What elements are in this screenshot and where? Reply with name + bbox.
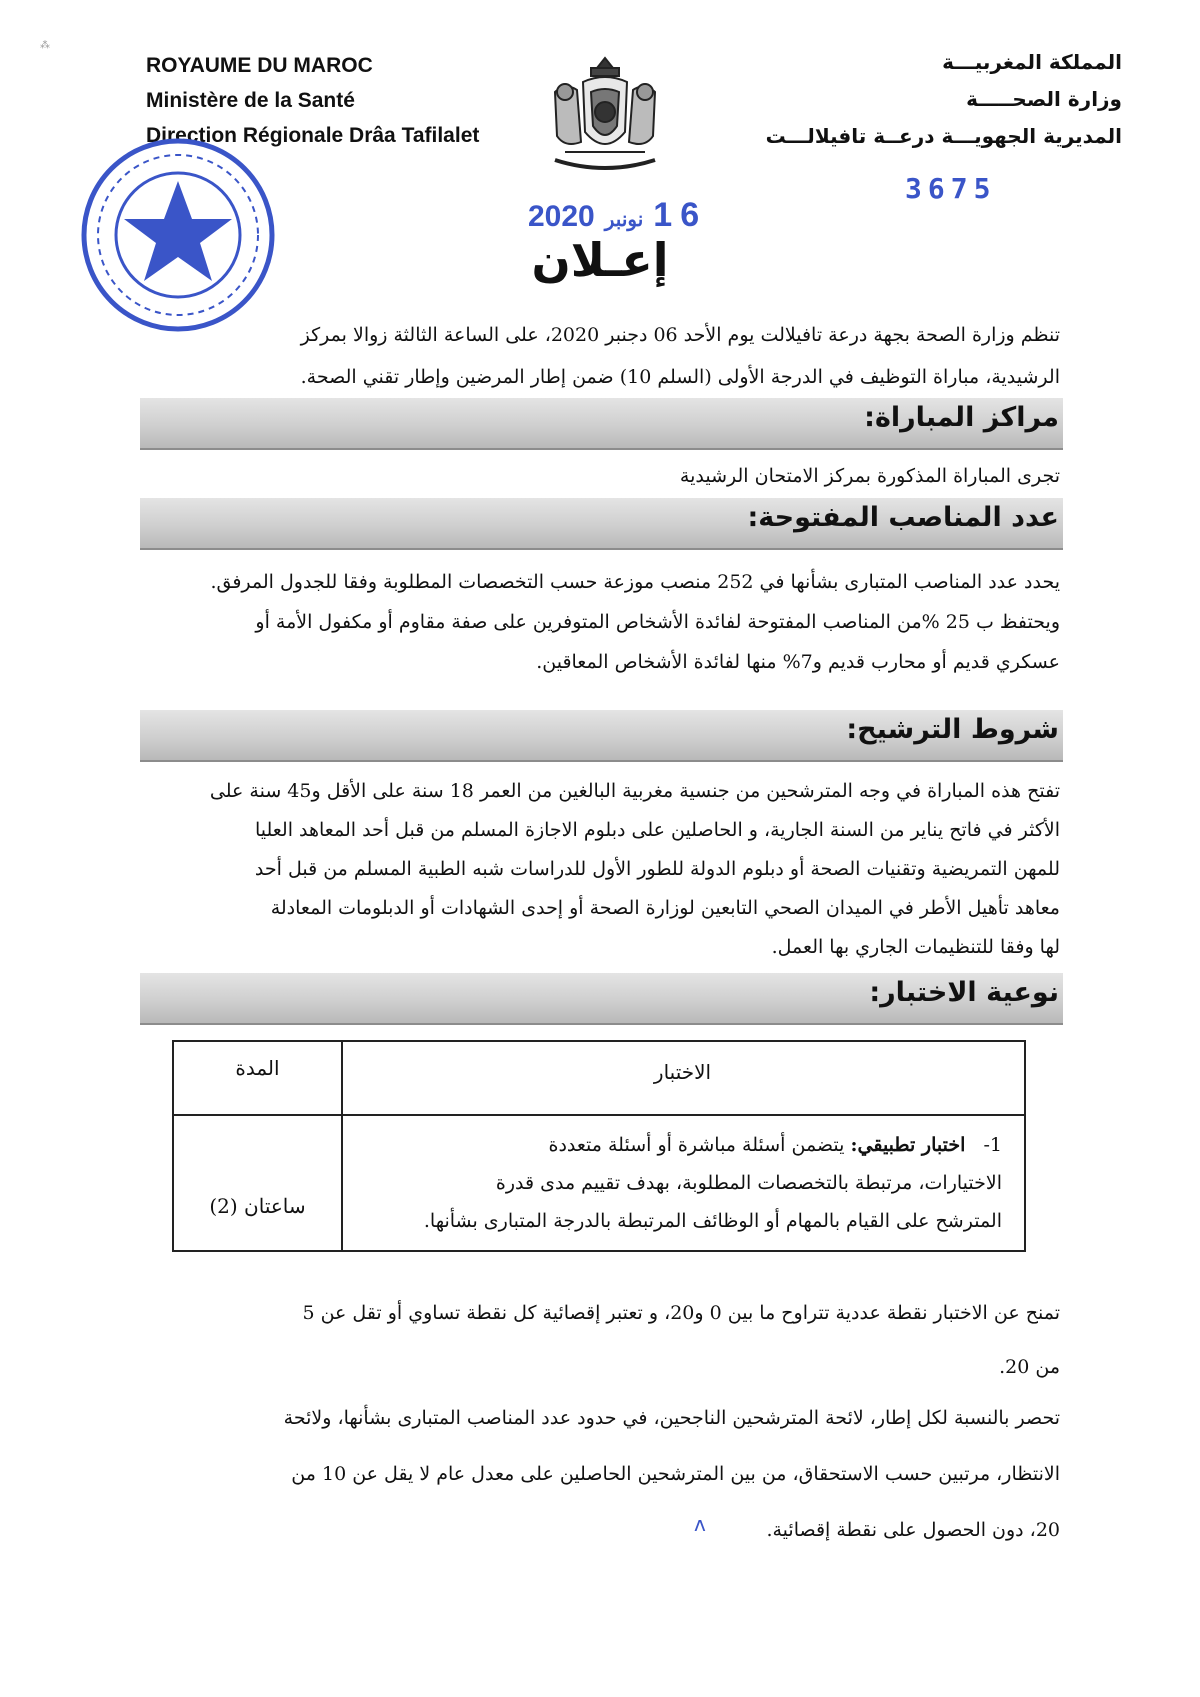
conditions-paragraph [140, 772, 1060, 967]
ink-mark: ʌ [694, 1512, 706, 1536]
section-heading: مراكز المباراة: [864, 402, 1059, 433]
scan-mark: ⁂ [40, 40, 50, 51]
reference-number: 3675 [905, 172, 997, 205]
grading-line: تمنح عن الاختبار نقطة عددية تتراوح ما بين 0 و20، و تعتبر إقصائية كل نقطة تساوي أو تقل عن 5 [302, 1302, 1060, 1324]
results-line: الانتظار، مرتبين حسب الاستحقاق، من بين المترشحين الحاصلين على معدل عام لا يقل عن 10 من [291, 1463, 1060, 1485]
table-header-test: الاختبار [653, 1060, 712, 1084]
section-heading: نوعية الاختبار: [869, 977, 1059, 1008]
centers-text [140, 459, 1060, 493]
date-year: 2020 [528, 200, 595, 233]
header-arabic [702, 44, 1122, 155]
header-ar-direction: المديرية الجهويـــة درعــة تافيلالـــت [765, 124, 1122, 148]
results-paragraph [140, 1390, 1060, 1558]
table-header-duration: المدة [235, 1056, 280, 1080]
header-ar-ministry: وزارة الصحـــــة [966, 87, 1122, 111]
conditions-line: للمهن التمريضية وتقنيات الصحة أو دبلوم الدولة للطور الأول للدراسات شبه الطبية المسلم من قبل أحد [254, 858, 1060, 880]
section-heading: عدد المناصب المفتوحة: [747, 502, 1059, 533]
grading-line: من 20. [999, 1356, 1060, 1378]
intro-line: تنظم وزارة الصحة بجهة درعة تافيلالت يوم الأحد 06 دجنبر 2020، على الساعة الثالثة زوالا بمركز [300, 324, 1060, 346]
coat-of-arms-icon [535, 52, 675, 182]
positions-line: يحدد عدد المناصب المتبارى بشأنها في 252 منصب موزعة حسب التخصصات المطلوبة وفقا للجدول المرفق. [210, 571, 1060, 593]
section-header-test-type [140, 973, 1063, 1025]
section-header-centers [140, 398, 1063, 450]
table-cell-line: المترشح على القيام بالمهام أو الوظائف المرتبطة بالدرجة المتبارى بشأنها. [423, 1210, 1002, 1232]
positions-line: ويحتفظ ب 25 %من المناصب المفتوحة لفائدة الأشخاص المتوفرين على صفة مقاوم أو مكفول الأمة أو [255, 611, 1060, 633]
intro-paragraph [140, 314, 1060, 398]
positions-line: عسكري قديم أو محارب قديم و7% منها لفائدة الأشخاص المعاقين. [536, 651, 1060, 673]
results-line: 20، دون الحصول على نقطة إقصائية. [766, 1519, 1060, 1541]
section-heading: شروط الترشيح: [846, 714, 1059, 745]
intro-line: الرشيدية، مباراة التوظيف في الدرجة الأولى (السلم 10) ضمن إطار المرضين وإطار تقني الصحة. [300, 366, 1060, 388]
section-header-positions [140, 498, 1063, 550]
row-label: اختبار تطبيقي: [850, 1134, 966, 1156]
table-cell-line: الاختيارات، مرتبطة بالتخصصات المطلوبة، بهدف تقييم مدى قدرة [495, 1172, 1002, 1194]
row-number: 1- [983, 1134, 1002, 1156]
table-cell-duration: ساعتان (2) [209, 1194, 306, 1218]
conditions-line: معاهد تأهيل الأطر في الميدان الصحي التابعين لوزارة الصحة أو إحدى الشهادات أو الدبلومات المعادلة [270, 897, 1060, 919]
header-fr-kingdom: ROYAUME DU MAROC [146, 54, 373, 77]
row-text: يتضمن أسئلة مباشرة أو أسئلة متعددة [548, 1134, 845, 1156]
conditions-line: الأكثر في فاتح يناير من السنة الجارية، و الحاصلين على دبلوم الاجازة المسلم من قبل أحد المعاهد العليا [254, 819, 1060, 841]
page-title: إعـلان [531, 233, 669, 287]
positions-paragraph [140, 562, 1060, 682]
conditions-line: لها وفقا للتنظيمات الجاري بها العمل. [771, 936, 1060, 958]
header-fr-direction: Direction Régionale Drâa Tafilalet [146, 124, 480, 147]
date-day: 16 [653, 196, 708, 234]
header-ar-kingdom: المملكة المغربيـــة [942, 50, 1122, 74]
section-header-conditions [140, 710, 1063, 762]
table-cell-line [352, 1126, 1002, 1164]
date-stamp [528, 196, 707, 235]
grading-paragraph [140, 1286, 1060, 1394]
test-table [172, 1040, 1026, 1252]
header-fr-ministry: Ministère de la Santé [146, 89, 355, 112]
table-cell-test [352, 1126, 1002, 1240]
date-month: نونبر [604, 209, 644, 231]
conditions-line: تفتح هذه المباراة في وجه المترشحين من جنسية مغربية البالغين من العمر 18 سنة على الأقل و45 سنة على [209, 780, 1060, 802]
centers-line: تجرى المباراة المذكورة بمركز الامتحان الرشيدية [679, 465, 1060, 487]
results-line: تحصر بالنسبة لكل إطار، لائحة المترشحين الناجحين، في حدود عدد المناصب المتبارى بشأنها، ولائحة [283, 1407, 1060, 1429]
